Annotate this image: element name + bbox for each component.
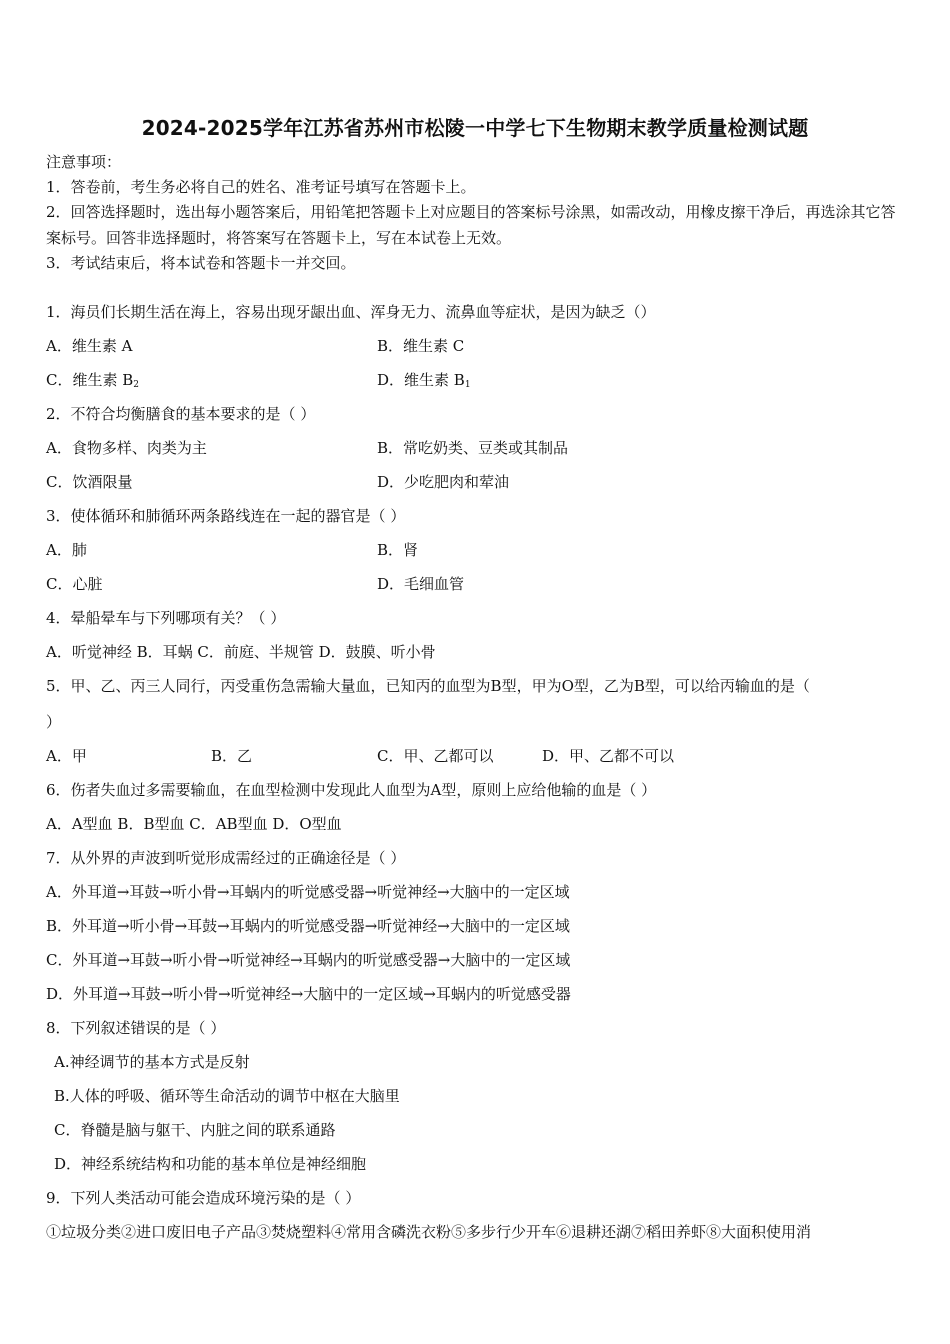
option-a: A．肺: [46, 541, 87, 559]
option-b: B．维生素 C: [377, 337, 465, 355]
option-d: D．毛细血管: [377, 575, 465, 593]
question-8-stem: 8．下列叙述错误的是（ ）: [46, 1019, 226, 1037]
subscript: 1: [464, 380, 471, 390]
option-a: A.神经调节的基本方式是反射: [54, 1053, 250, 1071]
option-a: A．甲: [46, 747, 87, 765]
option-c: C．饮酒限量: [46, 473, 133, 491]
question-4-options: A．听觉神经 B．耳蜗 C．前庭、半规管 D．鼓膜、听小骨: [46, 643, 436, 661]
option-text: C．维生素 B: [46, 371, 134, 389]
option-d: D．甲、乙都不可以: [542, 747, 675, 765]
subscript: 2: [133, 380, 140, 390]
option-b: B．乙: [211, 747, 253, 765]
page-title: 2024-2025学年江苏省苏州市松陵一中学七下生物期末教学质量检测试题: [141, 116, 809, 140]
question-1-stem: 1．海员们长期生活在海上，容易出现牙龈出血、浑身无力、流鼻血等症状，是因为缺乏（）: [46, 303, 656, 321]
question-9-items: ①垃圾分类②进口废旧电子产品③焚烧塑料④常用含磷洗衣粉⑤多步行少开车⑥退耕还湖⑦稻田养虾⑧大面积使用消: [46, 1223, 812, 1241]
question-6-stem: 6．伤者失血过多需要输血，在血型检测中发现此人血型为A型，原则上应给他输的血是（ ）: [46, 781, 657, 799]
question-9-stem: 9．下列人类活动可能会造成环境污染的是（ ）: [46, 1189, 361, 1207]
question-7-stem: 7．从外界的声波到听觉形成需经过的正确途径是（ ）: [46, 849, 406, 867]
option-d: D．外耳道→耳鼓→听小骨→听觉神经→大脑中的一定区域→耳蜗内的听觉感受器: [46, 985, 571, 1003]
option-a: A．外耳道→耳鼓→听小骨→耳蜗内的听觉感受器→听觉神经→大脑中的一定区域: [46, 883, 570, 901]
notice-item: 2．回答选择题时，选出每小题答案后，用铅笔把答题卡上对应题目的答案标号涂黑，如需改动，用橡皮擦干净后，再选涂其它答案标号。回答非选择题时，将答案写在答题卡上，写在本试卷上无效。: [46, 203, 896, 247]
option-a: A．食物多样、肉类为主: [46, 439, 207, 457]
option-b: B．肾: [377, 541, 419, 559]
option-b: B．外耳道→听小骨→耳鼓→耳蜗内的听觉感受器→听觉神经→大脑中的一定区域: [46, 917, 570, 935]
option-d: D．少吃肥肉和荤油: [377, 473, 510, 491]
option-b: B．常吃奶类、豆类或其制品: [377, 439, 569, 457]
option-c: [46, 370, 139, 395]
question-4-stem: 4．晕船晕车与下列哪项有关？（ ）: [46, 609, 286, 627]
question-5-stem: 5．甲、乙、丙三人同行，丙受重伤急需输大量血，已知丙的血型为B型，甲为O型，乙为B型，可以给丙输血的是（: [46, 677, 810, 695]
option-a: A．维生素 A: [46, 337, 133, 355]
option-c: C．甲、乙都可以: [377, 747, 494, 765]
option-c: C．外耳道→耳鼓→听小骨→听觉神经→耳蜗内的听觉感受器→大脑中的一定区域: [46, 951, 571, 969]
option-c: C．心脏: [46, 575, 103, 593]
notice-heading: 注意事项：: [46, 153, 122, 171]
notice-item: 3．考试结束后，将本试卷和答题卡一并交回。: [46, 254, 356, 272]
notice-item: 1．答卷前，考生务必将自己的姓名、准考证号填写在答题卡上。: [46, 178, 476, 196]
option-d: D．神经系统结构和功能的基本单位是神经细胞: [54, 1155, 367, 1173]
question-6-options: A．A型血 B．B型血 C．AB型血 D．O型血: [46, 815, 342, 833]
option-d: [377, 370, 471, 395]
question-2-stem: 2．不符合均衡膳食的基本要求的是（ ）: [46, 405, 316, 423]
option-b: B.人体的呼吸、循环等生命活动的调节中枢在大脑里: [54, 1087, 400, 1105]
question-5-stem-cont: ）: [46, 713, 62, 731]
option-c: C．脊髓是脑与躯干、内脏之间的联系通路: [54, 1121, 336, 1139]
question-3-stem: 3．使体循环和肺循环两条路线连在一起的器官是（ ）: [46, 507, 406, 525]
option-text: D．维生素 B: [377, 371, 465, 389]
